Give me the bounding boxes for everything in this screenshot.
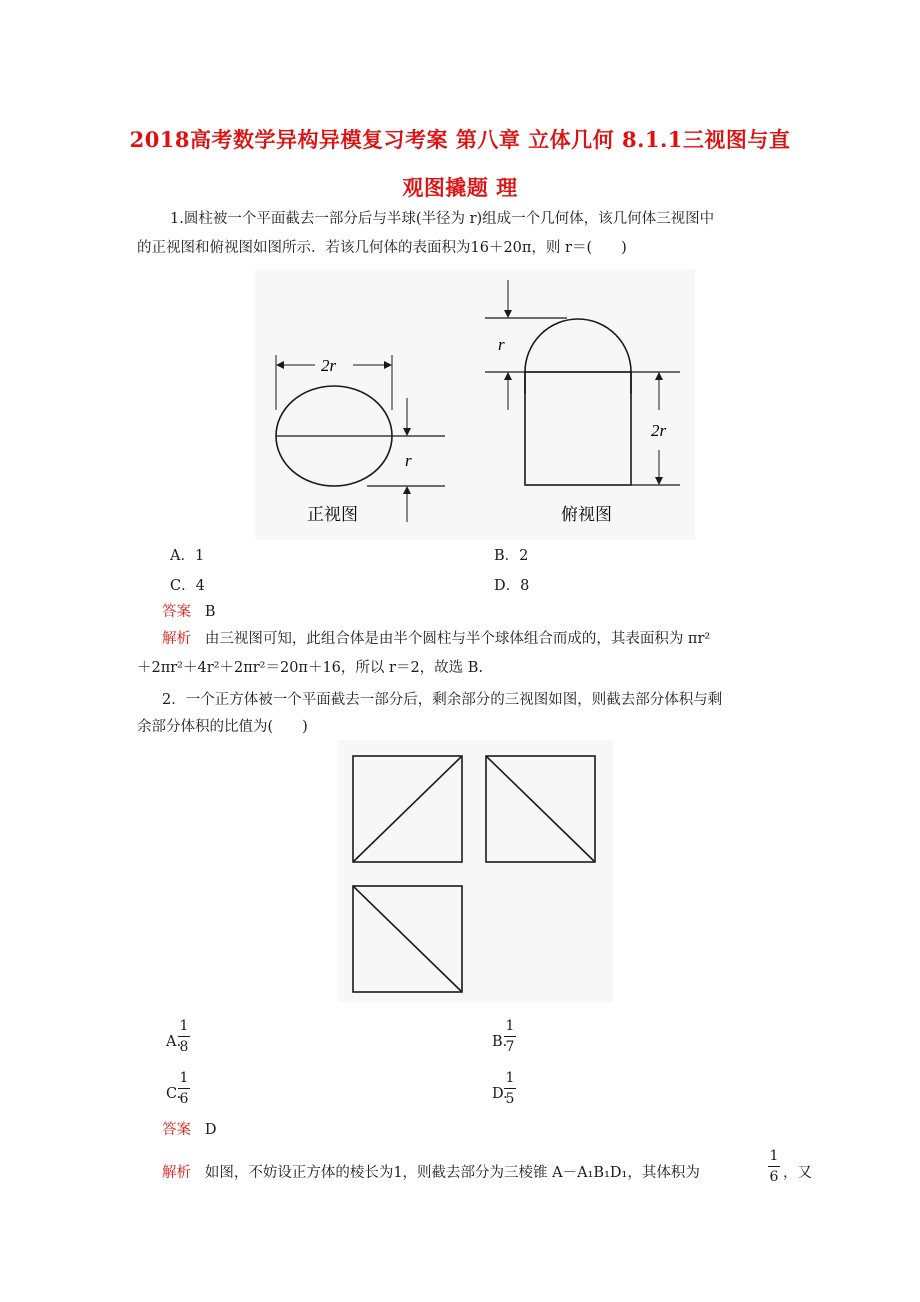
document-title-line1: 2018高考数学异构异模复习考案 第八章 立体几何 8.1.1三视图与直: [129, 127, 791, 152]
q2-analysis-frac-den: 6: [769, 1169, 779, 1185]
q2-option-d-fraction: [504, 1070, 516, 1107]
q1-stem-line1: 1.圆柱被一个平面截去一部分后与半球(半径为 r)组成一个几何体，该几何体三视图中: [170, 211, 715, 227]
q1-option-b: B．2: [494, 548, 529, 564]
q2-analysis-fraction: [768, 1148, 780, 1185]
q2-option-d-num: 1: [505, 1070, 515, 1086]
top-view-caption: 俯视图: [561, 505, 612, 524]
q1-analysis-label: 解析: [162, 631, 191, 647]
q1-answer-label: 答案: [162, 604, 191, 620]
q2-answer-value: D: [204, 1122, 217, 1138]
q2-option-a-fraction: [178, 1018, 190, 1055]
q1-answer: [162, 602, 215, 622]
q1-option-d: D．8: [494, 578, 530, 594]
q2-answer: [162, 1120, 216, 1140]
q2-analysis-label: 解析: [162, 1165, 191, 1181]
q2-option-b-den: 7: [505, 1039, 515, 1055]
q2-answer-label: 答案: [162, 1122, 191, 1138]
q2-three-view-figure: [338, 740, 613, 1002]
q2-option-a-num: 1: [179, 1018, 189, 1034]
q2-stem-line1: 2．一个正方体被一个平面截去一部分后，剩余部分的三视图如图，则截去部分体积与剩: [162, 692, 723, 708]
q2-option-d-label: D.: [492, 1086, 508, 1102]
q2-option-c-den: 6: [179, 1091, 189, 1107]
front-view-caption: 正视图: [307, 505, 358, 524]
q1-analysis-line1: [162, 629, 710, 649]
q1-option-c: C．4: [170, 578, 205, 594]
q2-option-a-label: A.: [166, 1034, 182, 1050]
q2-analysis-frac-num: 1: [769, 1148, 779, 1164]
top-2r-label: 2r: [651, 421, 667, 440]
q2-option-b-num: 1: [505, 1018, 515, 1034]
q1-analysis-text1: 由三视图可知，此组合体是由半个圆柱与半个球体组合而成的，其表面积为 πr²: [204, 631, 711, 647]
q2-analysis-text: 如图，不妨设正方体的棱长为1，则截去部分为三棱锥 A－A₁B₁D₁，其体积为: [204, 1165, 700, 1181]
q1-analysis-line2: ＋2πr²＋4r²＋2πr²＝20π＋16，所以 r＝2，故选 B.: [137, 660, 484, 676]
q2-option-b-label: B.: [492, 1034, 508, 1050]
q1-option-a: A．1: [170, 548, 205, 564]
q2-analysis-line: [162, 1163, 700, 1183]
q2-option-c-num: 1: [179, 1070, 189, 1086]
q2-option-b-fraction: [504, 1018, 516, 1055]
front-2r-label: 2r: [321, 356, 337, 375]
document-title-line2: 观图撬题 理: [402, 175, 518, 200]
q2-option-d-den: 5: [505, 1091, 515, 1107]
q1-stem-line2: 的正视图和俯视图如图所示．若该几何体的表面积为16＋20π，则 r＝( ): [137, 240, 627, 256]
q2-option-c-label: C.: [166, 1086, 182, 1102]
q2-stem-line2: 余部分体积的比值为( ): [137, 719, 308, 735]
q1-three-view-figure: [255, 270, 695, 540]
q1-answer-value: B: [204, 604, 216, 620]
q2-option-c-fraction: [178, 1070, 190, 1107]
front-r-label: r: [405, 451, 412, 470]
q2-analysis-tail: ，又: [783, 1165, 812, 1181]
top-r-label: r: [498, 335, 505, 354]
q2-option-a-den: 8: [179, 1039, 189, 1055]
